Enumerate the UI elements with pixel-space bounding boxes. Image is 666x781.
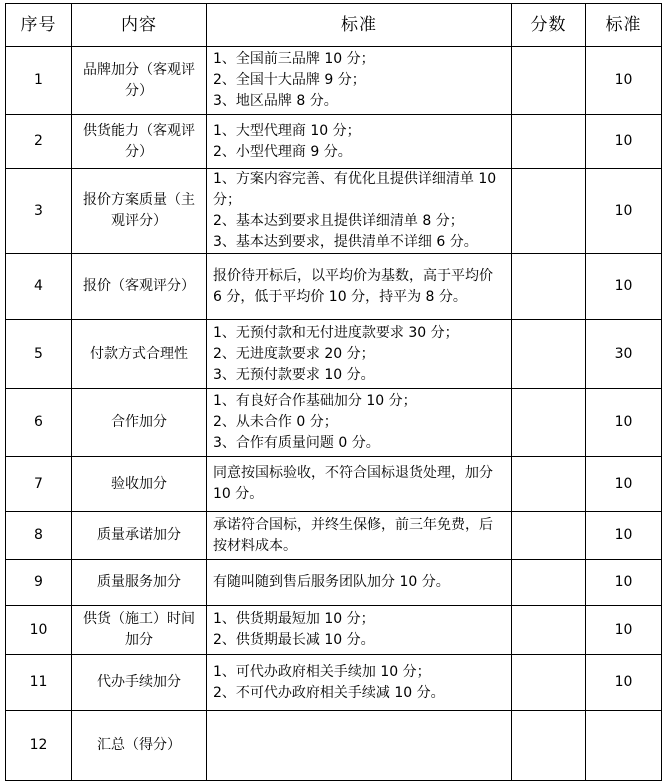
- row-content: 代办手续加分: [72, 655, 207, 711]
- row-standard: [207, 606, 512, 655]
- row-number: 5: [6, 320, 72, 389]
- row-standard: [207, 115, 512, 169]
- table-row: [6, 606, 662, 655]
- row-max: 10: [586, 655, 662, 711]
- row-content: 品牌加分（客观评分）: [72, 47, 207, 115]
- standard-line: 1、供货期最短加 10 分；: [213, 611, 375, 627]
- row-max: 10: [586, 169, 662, 254]
- standard-line: 2、基本达到要求且提供详细清单 8 分；: [213, 213, 464, 229]
- row-standard: [207, 655, 512, 711]
- row-max: 10: [586, 115, 662, 169]
- table-row: [6, 711, 662, 781]
- row-number: 2: [6, 115, 72, 169]
- header-score: 分数: [512, 4, 586, 47]
- standard-line: 3、基本达到要求，提供清单不详细 6 分。: [213, 234, 478, 250]
- row-number: 9: [6, 560, 72, 606]
- row-standard: [207, 711, 512, 781]
- standard-line: 1、可代办政府相关手续加 10 分；: [213, 663, 431, 680]
- row-content: 供货（施工）时间加分: [72, 606, 207, 655]
- row-number: 3: [6, 169, 72, 254]
- standard-line: 2、全国十大品牌 9 分；: [213, 72, 366, 88]
- row-content: 汇总（得分）: [72, 711, 207, 781]
- standard-line: 2、无进度款要求 20 分；: [213, 345, 375, 362]
- row-number: 12: [6, 711, 72, 781]
- row-content: 报价方案质量（主观评分）: [72, 169, 207, 254]
- row-standard: [207, 389, 512, 457]
- standard-line: 3、无预付款要求 10 分。: [213, 366, 375, 383]
- standard-line: 1、全国前三品牌 10 分；: [213, 51, 375, 67]
- row-max: 10: [586, 606, 662, 655]
- table-row: [6, 655, 662, 711]
- row-score: [512, 115, 586, 169]
- standard-line: 有随叫随到售后服务团队加分 10 分。: [213, 574, 450, 590]
- standard-line: 1、方案内容完善、有优化且提供详细清单 10 分；: [213, 171, 497, 208]
- standard-line: 1、大型代理商 10 分；: [213, 122, 361, 139]
- table-row: [6, 320, 662, 389]
- row-number: 4: [6, 254, 72, 320]
- row-content: 质量承诺加分: [72, 512, 207, 560]
- row-content: 供货能力（客观评分）: [72, 115, 207, 169]
- table-row: [6, 169, 662, 254]
- row-score: [512, 389, 586, 457]
- row-standard: [207, 169, 512, 254]
- row-number: 7: [6, 457, 72, 512]
- row-number: 10: [6, 606, 72, 655]
- row-max: 10: [586, 560, 662, 606]
- row-content: 付款方式合理性: [72, 320, 207, 389]
- row-score: [512, 655, 586, 711]
- table-row: [6, 47, 662, 115]
- scoring-table: [5, 3, 662, 781]
- row-max: 10: [586, 512, 662, 560]
- row-score: [512, 560, 586, 606]
- row-score: [512, 169, 586, 254]
- row-max: 10: [586, 389, 662, 457]
- table-row: [6, 457, 662, 512]
- row-standard: [207, 512, 512, 560]
- header-seq: 序号: [6, 4, 72, 47]
- table-row: [6, 512, 662, 560]
- table-row: [6, 389, 662, 457]
- table-body: [6, 47, 662, 781]
- header-content: 内容: [72, 4, 207, 47]
- row-score: [512, 47, 586, 115]
- standard-line: 2、供货期最长减 10 分。: [213, 632, 375, 648]
- row-number: 8: [6, 512, 72, 560]
- standard-line: 同意按国标验收，不符合国标退货处理，加分 10 分。: [213, 465, 493, 502]
- row-standard: [207, 320, 512, 389]
- row-max: 10: [586, 47, 662, 115]
- table-row: [6, 115, 662, 169]
- row-score: [512, 320, 586, 389]
- row-standard: [207, 47, 512, 115]
- standard-line: 3、地区品牌 8 分。: [213, 93, 338, 109]
- row-score: [512, 457, 586, 512]
- row-score: [512, 711, 586, 781]
- row-number: 1: [6, 47, 72, 115]
- table-row: [6, 254, 662, 320]
- standard-line: 2、小型代理商 9 分。: [213, 143, 352, 160]
- header-max: 标准: [586, 4, 662, 47]
- standard-line: 1、有良好合作基础加分 10 分；: [213, 393, 417, 409]
- row-max: 10: [586, 457, 662, 512]
- row-max: [586, 711, 662, 781]
- row-content: 报价（客观评分）: [72, 254, 207, 320]
- standard-line: 1、无预付款和无付进度款要求 30 分；: [213, 324, 459, 341]
- row-number: 6: [6, 389, 72, 457]
- row-content: 验收加分: [72, 457, 207, 512]
- row-standard: [207, 254, 512, 320]
- row-standard: [207, 560, 512, 606]
- standard-line: 2、不可代办政府相关手续减 10 分。: [213, 684, 445, 701]
- table-row: [6, 560, 662, 606]
- header-standard: 标准: [207, 4, 512, 47]
- row-score: [512, 254, 586, 320]
- row-score: [512, 606, 586, 655]
- standard-line: 3、合作有质量问题 0 分。: [213, 435, 380, 451]
- row-number: 11: [6, 655, 72, 711]
- standard-line: 2、从未合作 0 分；: [213, 414, 338, 430]
- standard-line: 报价待开标后，以平均价为基数，高于平均价 6 分，低于平均价 10 分，持平为 8 分。: [213, 267, 493, 305]
- row-max: 30: [586, 320, 662, 389]
- row-content: 质量服务加分: [72, 560, 207, 606]
- row-standard: [207, 457, 512, 512]
- row-content: 合作加分: [72, 389, 207, 457]
- standard-line: 承诺符合国标，并终生保修，前三年免费，后按材料成本。: [213, 516, 493, 554]
- row-score: [512, 512, 586, 560]
- row-max: 10: [586, 254, 662, 320]
- header-row: [6, 4, 662, 47]
